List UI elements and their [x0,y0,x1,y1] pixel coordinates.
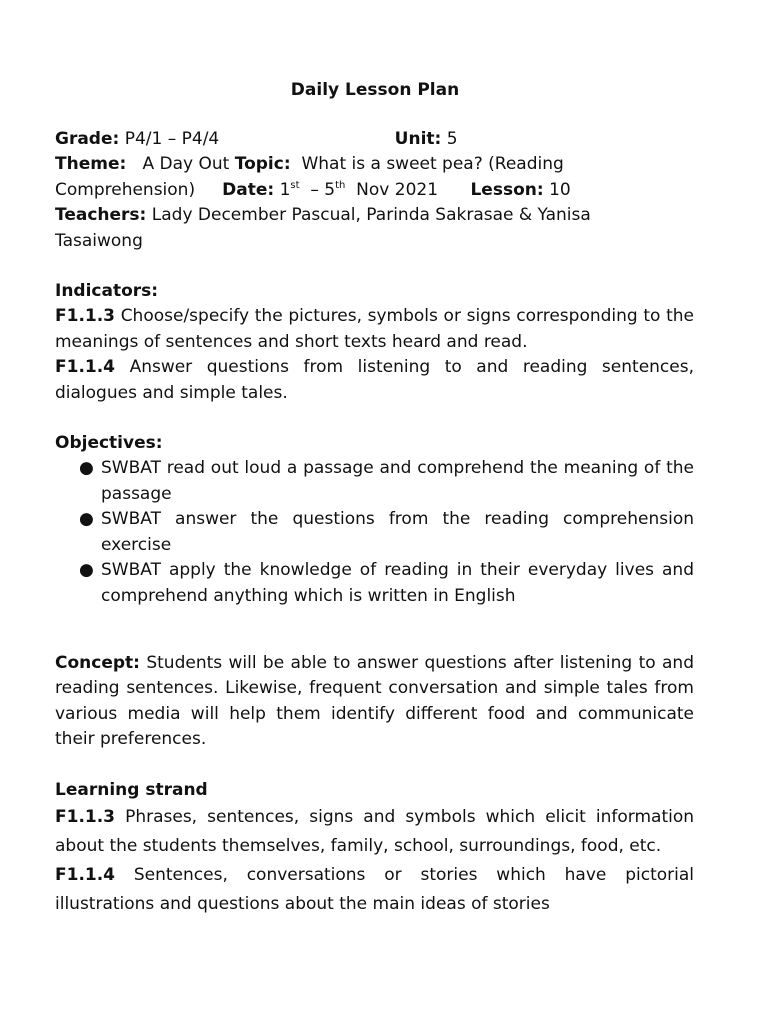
strand-code: F1.1.4 [55,864,116,885]
indicator-item [55,304,694,355]
objectives-list [55,456,694,608]
objective-item [55,558,694,609]
objectives-heading: Objectives: [55,433,163,454]
date-label: Date: [222,179,275,200]
objective-text: SWBAT apply the knowledge of reading in their everyday lives and comprehend anything which is written in English [101,560,694,606]
teachers-label: Teachers: [55,205,147,226]
objective-item [55,507,694,558]
grade-label: Grade: [55,129,120,149]
lesson-value: 10 [549,179,571,200]
teachers-line-cont: Tasaiwong [55,230,143,251]
teachers-line [55,203,694,228]
objective-text: SWBAT read out loud a passage and comprehend the meaning of the passage [101,458,694,504]
theme-label: Theme: [55,154,127,175]
indicator-item [55,355,694,406]
strand-text: Sentences, conversations or stories which have pictorial illustrations and questions about the main ideas of stories [55,864,694,914]
topic-value: What is a sweet pea? (Reading [301,154,564,175]
page-title: Daily Lesson Plan [290,80,460,100]
objective-text: SWBAT answer the questions from the reading comprehension exercise [101,509,694,555]
date-value: 1st – 5th Nov 2021 [279,179,439,200]
concept-text: Students will be able to answer questions after listening to and reading sentences. Likewise, frequent conversation and simple tales from various media will help them identify different food and communicate their preferences. [55,652,695,750]
lesson-label: Lesson: [470,179,544,200]
learning-strand-item [55,861,694,919]
unit-value: 5 [446,129,458,149]
learning-strand-item [55,803,694,861]
learning-strand-list [55,803,694,919]
grade-value: P4/1 – P4/4 [124,129,220,149]
indicators-heading: Indicators: [55,281,159,302]
bullet-icon: ● [79,458,94,479]
bullet-icon: ● [79,509,94,530]
topic-value-cont: Comprehension) [55,179,196,200]
topic-date-lesson-line [55,178,694,203]
theme-topic-line [55,152,694,177]
bullet-icon: ● [79,560,94,581]
strand-code: F1.1.3 [55,806,116,827]
unit-label: Unit: [394,129,442,149]
theme-value: A Day Out [142,154,230,175]
concept-label: Concept: [55,652,140,673]
indicator-text: Answer questions from listening to and reading sentences, dialogues and simple tales. [55,357,694,403]
strand-text: Phrases, sentences, signs and symbols which elicit information about the students themselves, family, school, surroundings, food, etc. [55,806,695,856]
indicator-code: F1.1.3 [55,306,116,327]
topic-label: Topic: [234,154,291,175]
indicator-text: Choose/specify the pictures, symbols or signs corresponding to the meanings of sentences and short texts heard and read. [55,306,695,352]
learning-strand-heading: Learning strand [55,779,208,800]
document-body [55,127,694,919]
teachers-value: Lady December Pascual, Parinda Sakrasae & Yanisa [151,205,591,226]
concept-paragraph [55,651,694,753]
grade-unit-line [55,127,694,152]
objective-item [55,456,694,507]
indicator-code: F1.1.4 [55,357,116,378]
